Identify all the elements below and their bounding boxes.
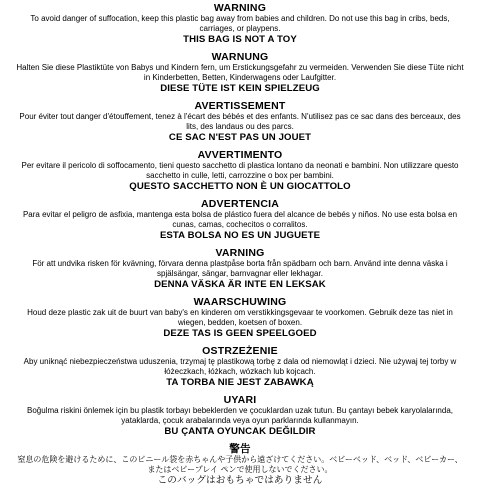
warning-slogan: QUESTO SACCHETTO NON È UN GIOCATTOLO	[129, 181, 351, 192]
warning-heading: WAARSCHUWING	[193, 296, 287, 308]
warning-slogan: TA TORBA NIE JEST ZABAWKĄ	[166, 377, 314, 388]
warning-heading: 警告	[229, 443, 251, 455]
warning-block-japanese	[6, 443, 474, 487]
warning-slogan: CE SAC N'EST PAS UN JOUET	[168, 132, 312, 143]
warning-slogan: DIESE TÜTE IST KEIN SPIELZEUG	[160, 83, 320, 94]
warning-slogan: THIS BAG IS NOT A TOY	[183, 34, 297, 45]
warning-body-text: Aby uniknąć niebezpieczeństwa uduszenia, trzymaj tę plastikową torbę z dala od niemowląt i dzieci. Nie używaj tej torby w łóżeczkach, łóżkach, wózkach lub kojcach.	[23, 357, 457, 376]
warning-body-text: För att undvika risken för kvävning, förvara denna plastpåse borta från spädbarn och barn. Använd inte denna väska i spjälsängar, sängar, barnvagnar eller lekhagar.	[32, 259, 448, 278]
warning-heading: WARNING	[213, 2, 267, 14]
warning-body-text: Pour éviter tout danger d'étouffement, tenez à l'écart des bébés et des enfants. N'utilisez pas ce sac dans des berceaux, des lits, des landaus ou des parcs.	[19, 112, 461, 131]
warning-block-french	[6, 100, 474, 144]
warning-heading: AVVERTIMENTO	[197, 149, 283, 161]
warning-slogan: DEZE TAS IS GEEN SPEELGOED	[163, 328, 317, 339]
warning-heading: OSTRZEŻENIE	[202, 345, 278, 357]
warning-heading: AVERTISSEMENT	[194, 100, 286, 112]
warning-body-text: Para evitar el peligro de asfixia, mantenga esta bolsa de plástico fuera del alcance de bebés y niños. No use esta bolsa en cunas, camas, cochecitos o corralitos.	[22, 210, 458, 229]
warning-body-text: Boğulma riskini önlemek için bu plastik torbayı bebeklerden ve çocuklardan uzak tutun. Bu çantayı bebek karyolalarında, yataklarda, çocuk arabalarında veya oyun parklarında kullanmayın.	[26, 406, 453, 425]
warning-body-text: Halten Sie diese Plastiktüte von Babys und Kindern fern, um Erstickungsgefahr zu vermeiden. Verwenden Sie diese Tüte nicht in Kinderbetten, Betten, Kinderwagens oder Laufgitter.	[16, 63, 464, 82]
warning-heading: UYARI	[223, 394, 257, 406]
warning-block-swedish	[6, 247, 474, 291]
warning-block-polish	[6, 345, 474, 389]
warning-body-text: To avoid danger of suffocation, keep this plastic bag away from babies and children. Do not use this bag in cribs, beds, carriages, or playpens.	[30, 14, 450, 33]
warning-body-text: 窒息の危険を避けるために、このビニール袋を赤ちゃんや子供から遠ざけてください。ベビーベッド、ベッド、ベビーカー、またはベビープレイ ペンで使用しないでください。	[17, 455, 463, 474]
warning-heading: VARNING	[215, 247, 265, 259]
warning-block-german	[6, 51, 474, 95]
warning-body-text: Per evitare il pericolo di soffocamento, tieni questo sacchetto di plastica lontano da neonati e bambini. Non utilizzare questo sacchetto in culle, letti, carrozzine o box per bambini.	[21, 161, 459, 180]
warning-block-dutch	[6, 296, 474, 340]
warning-block-turkish	[6, 394, 474, 438]
warning-slogan: BU ÇANTA OYUNCAK DEĞILDIR	[164, 426, 316, 437]
warning-body-text: Houd deze plastic zak uit de buurt van baby's en kinderen om verstikkingsgevaar te voorkomen. Gebruik deze tas niet in wiegen, bedden, koetsen of boxen.	[27, 308, 453, 327]
warning-slogan: このバッグはおもちゃではありません	[157, 475, 323, 486]
warning-heading: WARNUNG	[211, 51, 269, 63]
warning-slogan: ESTA BOLSA NO ES UN JUGUETE	[159, 230, 321, 241]
warning-heading: ADVERTENCIA	[200, 198, 280, 210]
warning-block-english	[6, 2, 474, 46]
warning-block-spanish	[6, 198, 474, 242]
warning-block-italian	[6, 149, 474, 193]
warning-slogan: DENNA VÄSKA ÄR INTE EN LEKSAK	[154, 279, 326, 290]
